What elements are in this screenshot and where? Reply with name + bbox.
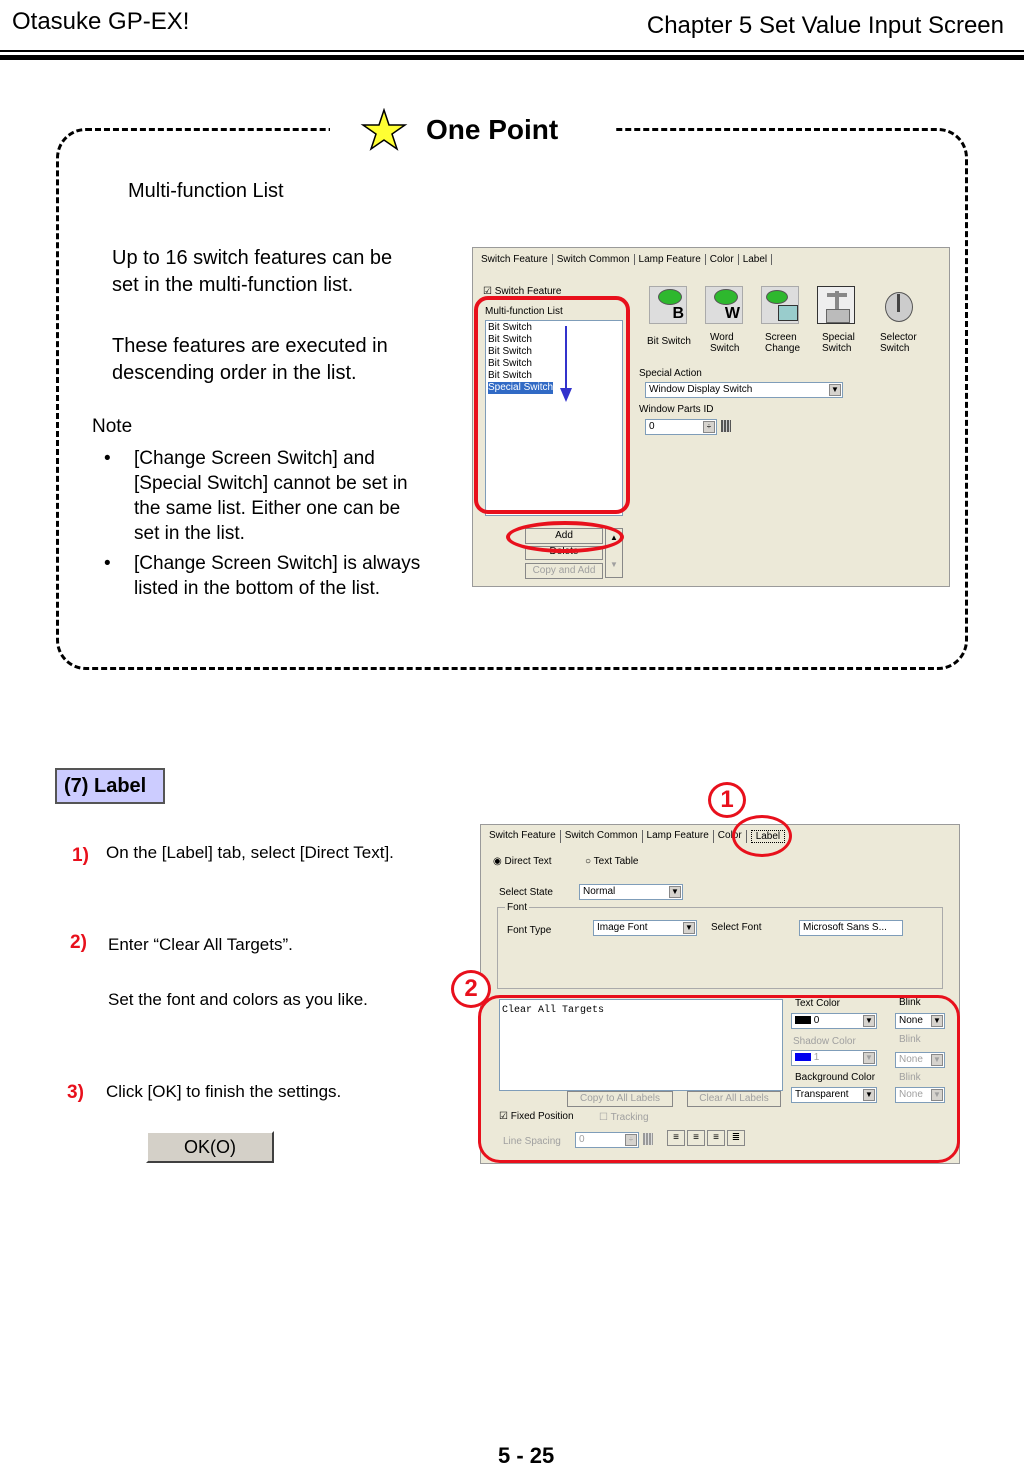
chapter-title: Chapter 5 Set Value Input Screen	[646, 12, 1004, 39]
special-switch-icon[interactable]	[817, 286, 855, 324]
note-bullet-1: • [Change Screen Switch] and [Special Switch] cannot be set in the same list. Either one can be set in the list.	[104, 448, 408, 544]
text-settings-highlight	[478, 995, 960, 1163]
blink3-label: Blink	[899, 1072, 921, 1083]
special-action-label: Special Action	[639, 368, 702, 379]
chevron-down-icon: ▼	[931, 1054, 943, 1066]
note-bullet-2: • [Change Screen Switch] is always listed in the bottom of the list.	[104, 553, 421, 599]
special-switch-caption: Special Switch	[822, 332, 855, 354]
keypad-icon[interactable]	[721, 420, 731, 432]
tab-switch-feature[interactable]: Switch Feature	[477, 254, 553, 265]
screen-change-icon[interactable]	[761, 286, 799, 324]
one-point-title: One Point	[426, 114, 559, 145]
background-color-label: Background Color	[795, 1072, 876, 1083]
list-item[interactable]: Bit Switch	[488, 334, 532, 345]
fixed-position-checkbox[interactable]: ☑ Fixed Position	[499, 1111, 574, 1122]
chevron-down-icon: ▼	[931, 1015, 943, 1027]
bit-switch-icon[interactable]: B	[649, 286, 687, 324]
multi-function-list-label: Multi-function List	[485, 306, 563, 317]
chevron-down-icon: ▼	[863, 1052, 875, 1064]
section-heading: (7) Label	[55, 768, 165, 804]
add-button[interactable]: Add	[525, 528, 603, 544]
list-item[interactable]: Bit Switch	[488, 322, 532, 333]
word-switch-icon[interactable]: W	[705, 286, 743, 324]
document-title: Otasuke GP-EX!	[12, 8, 190, 35]
chevron-down-icon: ▼	[829, 384, 841, 396]
chevron-down-icon: ▼	[931, 1089, 943, 1101]
direct-text-radio[interactable]: ◉ Direct Text	[493, 856, 552, 867]
list-item[interactable]: Bit Switch	[488, 346, 532, 357]
blink2-label: Blink	[899, 1034, 921, 1045]
label-tab-highlight	[732, 815, 792, 857]
callout-1: 1	[708, 782, 746, 818]
chevron-down-icon: ▼	[863, 1089, 875, 1101]
tab-label[interactable]: Label	[739, 254, 772, 265]
text-color-label: Text Color	[795, 998, 841, 1009]
select-state-select[interactable]: Normal ▼	[579, 884, 683, 900]
shadow-color-label: Shadow Color	[793, 1036, 856, 1047]
step-2-text: Enter “Clear All Targets”.	[108, 935, 293, 954]
screen-change-caption: Screen Change	[765, 332, 801, 354]
window-parts-id-input[interactable]: 0 ÷	[645, 419, 717, 435]
font-type-select[interactable]: Image Font ▼	[593, 920, 697, 936]
font-group-label: Font	[507, 902, 528, 913]
background-color-select[interactable]: Transparent ▼	[791, 1087, 877, 1103]
text-table-radio[interactable]: ○ Text Table	[585, 856, 639, 867]
select-font-label: Select Font	[711, 922, 762, 933]
blink-select[interactable]: None ▼	[895, 1013, 945, 1029]
blink2-select[interactable]: None ▼	[895, 1052, 945, 1068]
tab-switch-common[interactable]: Switch Common	[561, 830, 643, 843]
one-point-para2: These features are executed in descending order in the list.	[112, 335, 388, 384]
clear-all-labels-button[interactable]: Clear All Labels	[687, 1091, 781, 1107]
bit-switch-caption: Bit Switch	[647, 336, 691, 347]
step-1-text: On the [Label] tab, select [Direct Text].	[106, 843, 394, 862]
dialog-tabs	[473, 248, 949, 265]
callout-2: 2	[451, 970, 491, 1008]
header-rule-thick	[0, 55, 1024, 60]
selector-switch-caption: Selector Switch	[880, 332, 917, 354]
header-rule-thin	[0, 50, 1024, 52]
spinner-icon[interactable]: ÷	[703, 421, 715, 433]
tab-color[interactable]: Color	[714, 830, 747, 843]
chevron-down-icon: ▼	[683, 922, 695, 934]
align-center-icon[interactable]: ≡	[687, 1130, 705, 1146]
select-state-label: Select State	[499, 887, 553, 898]
page-number: 5 - 25	[498, 1443, 555, 1468]
up-arrow-icon[interactable]: ▲	[610, 533, 618, 542]
spinner-icon[interactable]: ÷	[625, 1134, 637, 1146]
copy-to-all-labels-button[interactable]: Copy to All Labels	[567, 1091, 673, 1107]
select-font-field[interactable]: Microsoft Sans S...	[799, 920, 903, 936]
step-2-extra: Set the font and colors as you like.	[108, 990, 368, 1009]
tab-lamp-feature[interactable]: Lamp Feature	[643, 830, 714, 843]
copy-and-add-button[interactable]: Copy and Add	[525, 563, 603, 579]
one-point-subtitle: Multi-function List	[128, 180, 284, 202]
word-switch-caption: Word Switch	[710, 332, 740, 354]
tab-color[interactable]: Color	[706, 254, 739, 265]
special-action-select[interactable]: Window Display Switch ▼	[645, 382, 843, 398]
blink3-select[interactable]: None ▼	[895, 1087, 945, 1103]
chevron-down-icon: ▼	[669, 886, 681, 898]
line-spacing-input[interactable]: 0 ÷	[575, 1132, 639, 1148]
text-color-select[interactable]: 0 ▼	[791, 1013, 877, 1029]
step-1-number: 1)	[72, 845, 89, 866]
shadow-color-select[interactable]: 1 ▼	[791, 1050, 877, 1066]
list-highlight	[474, 296, 630, 514]
selector-switch-icon[interactable]	[879, 286, 917, 324]
align-left-icon[interactable]: ≡	[667, 1130, 685, 1146]
one-point-para1: Up to 16 switch features can be set in the multi-function list.	[112, 247, 393, 296]
add-button-highlight	[506, 521, 624, 553]
align-right-icon[interactable]: ≡	[707, 1130, 725, 1146]
ok-button[interactable]: OK(O)	[146, 1131, 274, 1163]
list-item[interactable]: Bit Switch	[488, 370, 532, 381]
chevron-down-icon: ▼	[863, 1015, 875, 1027]
tab-switch-feature[interactable]: Switch Feature	[485, 830, 561, 843]
step-3-text: Click [OK] to finish the settings.	[106, 1082, 342, 1101]
label-text-area[interactable]: Clear All Targets	[499, 999, 783, 1091]
tab-label[interactable]: Label	[751, 830, 785, 843]
label-dialog-tabs	[481, 825, 959, 843]
star-icon	[360, 108, 408, 152]
step-3-number: 3)	[67, 1082, 84, 1103]
note-label: Note	[92, 416, 133, 437]
list-item[interactable]: Bit Switch	[488, 358, 532, 369]
tab-lamp-feature[interactable]: Lamp Feature	[635, 254, 706, 265]
line-spacing-label: Line Spacing	[503, 1136, 561, 1147]
down-arrow-button-icon[interactable]: ▼	[610, 560, 618, 569]
tab-switch-common[interactable]: Switch Common	[553, 254, 635, 265]
step-2-number: 2)	[70, 932, 87, 953]
list-item-selected[interactable]: Special Switch	[488, 382, 554, 393]
window-parts-id-label: Window Parts ID	[639, 404, 714, 415]
switch-feature-checkbox[interactable]: ☑ Switch Feature	[483, 286, 562, 297]
font-type-label: Font Type	[507, 925, 552, 936]
delete-button[interactable]: Delete	[525, 546, 603, 560]
tracking-checkbox[interactable]: ☐ Tracking	[599, 1112, 649, 1123]
align-justify-icon[interactable]: ≣	[727, 1130, 745, 1146]
blink-label: Blink	[899, 997, 921, 1008]
